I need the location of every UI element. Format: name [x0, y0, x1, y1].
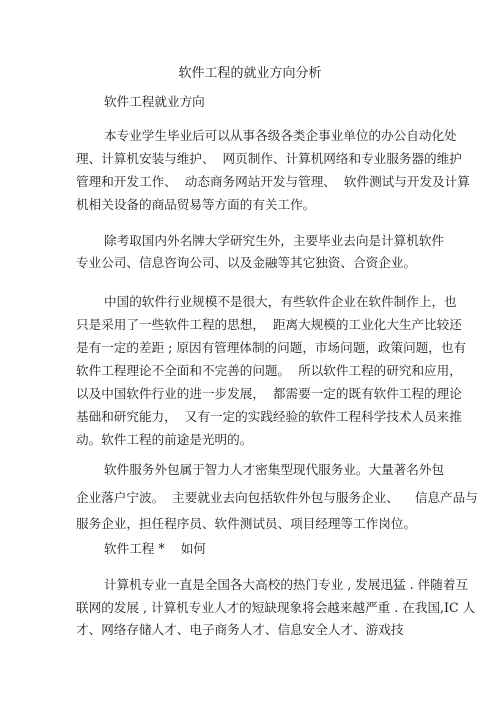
paragraph-line: 以及中国软件行业的进一步发展， 都需要一定的既有软件工程的理论 — [76, 386, 462, 401]
paragraph-line: 管理和开发工作、 动态商务网站开发与管理、 软件测试与开发及计算 — [76, 174, 470, 189]
paragraph-line: 理、计算机安装与维护、 网页制作、计算机网络和专业服务器的维护 — [76, 151, 462, 166]
paragraph-line: 计算机专业一直是全国各大高校的热门专业 , 发展迅猛 . 伴随着互 — [104, 577, 469, 592]
paragraph-line: 是有一定的差距 ; 原因有管理体制的问题，市场问题，政策问题，也有 — [76, 340, 467, 355]
paragraph-line: 基础和研究能力， 又有一定的实践经验的软件工程科学技术人员来推 — [76, 409, 462, 424]
paragraph-line: 中国的软件行业规模不是很大，有些软件企业在软件制作上，也 — [104, 294, 457, 309]
page-title: 软件工程的就业方向分析 — [178, 66, 322, 81]
paragraph-line: 才、网络存储人才、电子商务人才、信息安全人才、游戏技 — [76, 622, 404, 637]
paragraph-line: 服务企业，担任程序员、软件测试员、项目经理等工作岗位。 — [76, 516, 417, 531]
paragraph-line: 联网的发展 , 计算机专业人才的短缺现象将会越来越严重 . 在我国,IC 人 — [76, 600, 476, 615]
paragraph-line: 软件工程 * 如何 — [104, 541, 206, 556]
section-heading: 软件工程就业方向 — [104, 94, 205, 109]
paragraph-line: 软件工程理论不全面和不完善的问题。 所以软件工程的研究和应用， — [76, 363, 462, 378]
paragraph-line: 软件服务外包属于智力人才密集型现代服务业。大量著名外包 — [104, 462, 445, 477]
paragraph-line: 除考取国内外名牌大学研究生外，主要毕业去向是计算机软件 — [104, 233, 445, 248]
paragraph-line: 动。软件工程的前途是光明的。 — [76, 432, 253, 447]
paragraph-line: 机相关设备的商品贸易等方面的有关工作。 — [76, 197, 316, 212]
paragraph-line: 本专业学生毕业后可以从事各级各类企事业单位的办公自动化处 — [104, 128, 457, 143]
paragraph-line: 企业落户宁波。 主要就业去向包括软件外包与服务企业、 信息产品与 — [76, 490, 478, 505]
paragraph-line: 只是采用了一些软件工程的思想， 距离大规模的工业化大生产比较还 — [76, 317, 462, 332]
paragraph-line: 专业公司、信息咨询公司、以及金融等其它独资、合资企业。 — [76, 255, 417, 270]
